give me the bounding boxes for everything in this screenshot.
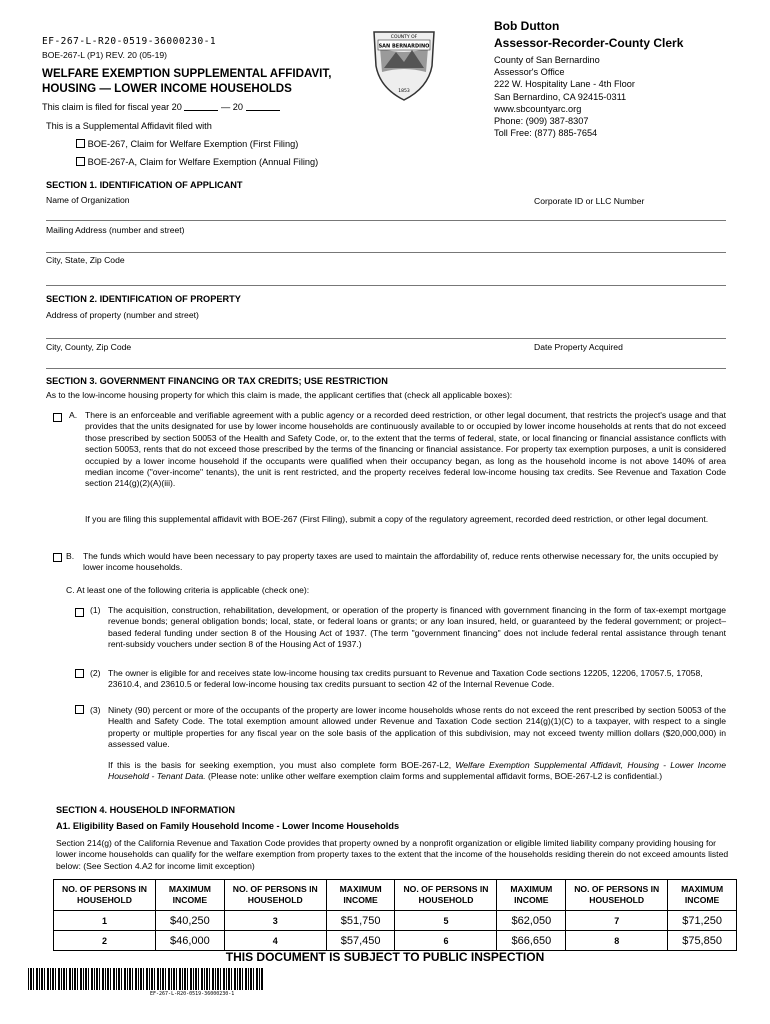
- date-acquired-label: Date Property Acquired: [534, 342, 623, 352]
- public-inspection-notice: THIS DOCUMENT IS SUBJECT TO PUBLIC INSPECTION: [225, 950, 545, 964]
- criteria-a-text: There is an enforceable and verifiable agreement with a public agency or a recorded deed restriction, or other legal document, that restricts the project's usage and that provides that the units designated for use by lower income households are continuously available to or occupied by lower income households at rents that do not exceed those prescribed by section 50053 of the Health and Safety Code, or, to the extent that the terms of federal, state, or local financing or financial assistance conflicts with section 50053, rents that do not exceed those prescribed by the terms of the financing or financial assistance. For property tax exemption purposes, a unit is considered occupied by a lower income household if the occupants were qualified when their occupancy began, as long as the household income is not above 140% of area median income ("over-income" tenants), the unit is rent restricted, and the property receives federal low-income housing tax credits. See Revenue and Taxation Code section 214(g)(2)(A)(iii).: [85, 410, 726, 489]
- city-state-zip-label: City, State, Zip Code: [46, 255, 125, 265]
- svg-text:COUNTY OF: COUNTY OF: [390, 35, 418, 40]
- household-size-cell: 5: [395, 911, 497, 931]
- county-seal: [368, 26, 440, 102]
- first-filing-checkbox[interactable]: [76, 139, 85, 148]
- barcode-text: EF-267-L-R20-0519-36000230-1: [150, 991, 235, 997]
- criteria-a-letter: A.: [69, 410, 78, 420]
- max-income-cell: $40,250: [156, 911, 225, 931]
- form-title: WELFARE EXEMPTION SUPPLEMENTAL AFFIDAVIT, HOUSING — LOWER INCOME HOUSEHOLDS: [42, 67, 332, 95]
- criteria-c1-num: (1): [90, 605, 101, 615]
- criteria-c2-text: The owner is eligible for and receives state low-income housing tax credits pursuant to Revenue and Taxation Code sections 12205, 12206, 17057.5, 17058, 23610.4, and 23610.5 or federal low-income housing tax credits pursuant to section 42 of the Internal Revenue Code.: [108, 668, 703, 690]
- city-state-zip-field[interactable]: [46, 285, 726, 286]
- city-county-zip-label: City, County, Zip Code: [46, 342, 132, 352]
- max-income-cell: $62,050: [497, 911, 566, 931]
- assessor-address: County of San Bernardino Assessor's Office 222 W. Hospitality Lane - 4th Floor San Bernardino, CA 92415-0311 www.sbcountyarc.org Phone: (909) 387-8307 Toll Free: (877) 885-7654: [494, 55, 635, 139]
- section4-subtitle: A1. Eligibility Based on Family Household Income - Lower Income Households: [56, 821, 400, 831]
- criteria-c2-num: (2): [90, 668, 101, 678]
- household-size-cell: 1: [54, 911, 156, 931]
- income-limits-table: [53, 879, 737, 951]
- criteria-c1-checkbox[interactable]: [75, 608, 84, 617]
- max-income-cell: $71,250: [668, 911, 737, 931]
- assessor-name: Bob Dutton: [494, 19, 560, 33]
- max-income-cell: $51,750: [326, 911, 395, 931]
- org-name-label: Name of Organization: [46, 195, 130, 205]
- assessor-info: [494, 18, 683, 139]
- col-persons-header: NO. OF PERSONS IN HOUSEHOLD: [224, 880, 326, 911]
- col-income-header: MAXIMUM INCOME: [668, 880, 737, 911]
- max-income-cell: $57,450: [326, 931, 395, 951]
- criteria-a-checkbox[interactable]: [53, 413, 62, 422]
- property-address-field[interactable]: [46, 338, 726, 339]
- city-county-zip-field[interactable]: [46, 368, 726, 369]
- section4-text: Section 214(g) of the California Revenue and Taxation Code provides that property owned by a nonprofit organization or eligible limited liability company providing housing for lower income households can qualify for the welfare exemption from property taxes to the extent that the income of the households residing therein do not exceed amounts listed below: (See Section 4.A2 for income limit exception): [56, 838, 729, 871]
- col-income-header: MAXIMUM INCOME: [326, 880, 395, 911]
- form-revision: BOE-267-L (P1) REV. 20 (05-19): [42, 50, 167, 60]
- criteria-b-checkbox[interactable]: [53, 553, 62, 562]
- table-header-row: [54, 880, 737, 911]
- criteria-c-text: C. At least one of the following criteria is applicable (check one):: [66, 585, 310, 595]
- household-size-cell: 4: [224, 931, 326, 951]
- form-code: EF-267-L-R20-0519-36000230-1: [42, 36, 217, 47]
- svg-text:1853: 1853: [398, 89, 410, 94]
- max-income-cell: $46,000: [156, 931, 225, 951]
- fiscal-year-line: This claim is filed for fiscal year 20 — 20: [42, 101, 280, 113]
- col-income-header: MAXIMUM INCOME: [156, 880, 225, 911]
- household-size-cell: 7: [566, 911, 668, 931]
- criteria-c1-text: The acquisition, construction, rehabilitation, development, or operation of the property is financed with government financing in the form of tax-exempt mortgage revenue bonds; general obligation bonds; local, state, or federal loans or grants; or any loan insured, held, or guaranteed by the federal government; or project–based federal funding under section 8 of the Housing Act of 1937. (The term "government financing" does not include federal rental assistance through tenant rent-subsidy vouchers under section 8 of the Housing Act of 1937.): [108, 605, 726, 650]
- household-size-cell: 6: [395, 931, 497, 951]
- section4-title: SECTION 4. HOUSEHOLD INFORMATION: [56, 805, 235, 815]
- table-row: [54, 911, 737, 931]
- barcode: [28, 968, 263, 990]
- section1-title: SECTION 1. IDENTIFICATION OF APPLICANT: [46, 180, 243, 190]
- supplemental-text: This is a Supplemental Affidavit filed with: [46, 121, 212, 131]
- household-size-cell: 3: [224, 911, 326, 931]
- max-income-cell: $75,850: [668, 931, 737, 951]
- household-size-cell: 2: [54, 931, 156, 951]
- section2-title: SECTION 2. IDENTIFICATION OF PROPERTY: [46, 294, 241, 304]
- option-first-filing: BOE-267, Claim for Welfare Exemption (First Filing): [76, 138, 298, 150]
- criteria-b-text: The funds which would have been necessary to pay property taxes are used to maintain the affordability of, reduce rents otherwise necessary for, the units occupied by lower income households.: [83, 551, 719, 573]
- mailing-address-field[interactable]: [46, 252, 726, 253]
- annual-filing-checkbox[interactable]: [76, 157, 85, 166]
- criteria-c3-note: If this is the basis for seeking exemption, you must also complete form BOE-267-L2, Welfare Exemption Supplemental Affidavit, Housing - Lower Income Household - Tenant Data. (Please note: unlike other welfare exemption claim forms and supplemental affidavit forms, BOE-267-L2 is confidential.): [108, 760, 726, 782]
- criteria-c3-num: (3): [90, 705, 101, 715]
- criteria-a-note: If you are filing this supplemental affidavit with BOE-267 (First Filing), submit a copy of the regulatory agreement, recorded deed restriction, or other legal document.: [85, 514, 709, 524]
- max-income-cell: $66,650: [497, 931, 566, 951]
- section3-title: SECTION 3. GOVERNMENT FINANCING OR TAX CREDITS; USE RESTRICTION: [46, 376, 388, 386]
- table-row: [54, 931, 737, 951]
- col-persons-header: NO. OF PERSONS IN HOUSEHOLD: [395, 880, 497, 911]
- criteria-c3-text: Ninety (90) percent or more of the occupants of the property are lower income households whose rents do not exceed the rent prescribed by section 50053 of the Health and Safety Code. The total exemption amount allowed under Revenue and Taxation Code section 214(g)(1)(C) to a taxpayer, with respect to a single property or multiple properties for any fiscal year on the sole basis of the application of this subdivision, may not exceed twenty million dollars ($20,000,000) in assessed value.: [108, 705, 726, 750]
- corp-id-label: Corporate ID or LLC Number: [534, 196, 645, 206]
- criteria-c2-checkbox[interactable]: [75, 669, 84, 678]
- svg-text:SAN BERNARDINO: SAN BERNARDINO: [378, 43, 430, 50]
- option-annual-filing: BOE-267-A, Claim for Welfare Exemption (Annual Filing): [76, 156, 318, 168]
- fiscal-year-end-field[interactable]: [246, 102, 280, 111]
- criteria-b-letter: B.: [66, 551, 75, 561]
- col-persons-header: NO. OF PERSONS IN HOUSEHOLD: [566, 880, 668, 911]
- property-address-label: Address of property (number and street): [46, 310, 199, 320]
- criteria-c3-checkbox[interactable]: [75, 705, 84, 714]
- col-income-header: MAXIMUM INCOME: [497, 880, 566, 911]
- household-size-cell: 8: [566, 931, 668, 951]
- org-name-field[interactable]: [46, 220, 726, 221]
- fiscal-year-start-field[interactable]: [184, 102, 218, 111]
- mailing-address-label: Mailing Address (number and street): [46, 225, 185, 235]
- assessor-title: Assessor-Recorder-County Clerk: [494, 36, 684, 50]
- col-persons-header: NO. OF PERSONS IN HOUSEHOLD: [54, 880, 156, 911]
- section3-intro: As to the low-income housing property for which this claim is made, the applicant certifies that (check all applicable boxes):: [46, 390, 513, 400]
